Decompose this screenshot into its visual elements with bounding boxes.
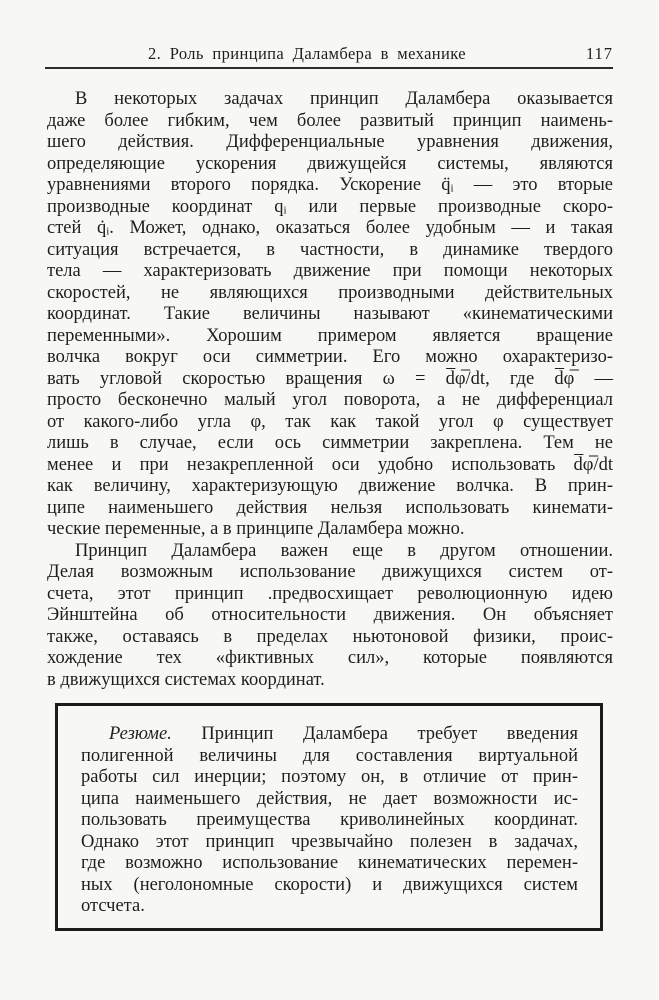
text-line: тела — характеризовать движение при помощи некоторых (47, 261, 613, 281)
text-line: полигенной величины для составления виртуальной (81, 745, 578, 766)
text-line: счета, этот принцип .предвосхищает революционную идею (47, 583, 613, 604)
text-line: ципа наименьшего действия, не дает возможности ис- (81, 788, 578, 809)
text-line: ческие переменные, а в принципе Даламбера можно. (47, 519, 465, 539)
text-line: уравнениями второго порядка. Ускорение q̈ᵢ — это вторые (47, 175, 613, 195)
chapter-title: 2. Роль принципа Даламбера в механике (148, 44, 466, 63)
text-line: работы сил инерции; поэтому он, в отличие от прин- (81, 767, 578, 787)
text-line: скоростей, не являющихся производными действительных (47, 282, 613, 303)
running-head (47, 44, 613, 64)
text-line: также, оставаясь в пределах ньютоновой физики, проис- (47, 626, 613, 647)
text-line: как величину, характеризующую движение волчка. В прин- (47, 476, 613, 496)
summary-label: Резюме. (109, 724, 172, 744)
text-line: менее и при незакрепленной оси удобно использовать d̅φ̅/dt (47, 454, 613, 475)
text-line: координат. Такие величины называют «кинематическими (47, 304, 613, 324)
text-line: просто бесконечно малый угол поворота, а не дифференциал (47, 390, 613, 410)
summary-lines (81, 746, 578, 918)
text-line: ных (неголономные скорости) и движущихся систем (81, 874, 578, 895)
text-line: В некоторых задачах принцип Даламбера оказывается (75, 89, 613, 109)
summary-first-line (81, 724, 578, 746)
header-rule (45, 67, 613, 69)
text-line: переменными». Хорошим примером является вращение (47, 325, 613, 346)
text-line: от какого-либо угла φ, так как такой угол φ существует (47, 411, 613, 432)
paragraph-2 (47, 541, 613, 692)
text-line: пользовать преимущества криволинейных координат. (81, 810, 578, 830)
page-number: 117 (585, 44, 613, 63)
body-text (47, 89, 613, 691)
text-line: в движущихся системах координат. (47, 669, 325, 690)
text-line: отсчета. (81, 896, 145, 916)
text-line: Эйнштейна об относительности движения. Он объясняет (47, 605, 613, 625)
text-line: стей q̇ᵢ. Может, однако, оказаться более удобным — и такая (47, 218, 613, 238)
text-line: где возможно использование кинематических перемен- (81, 853, 578, 873)
text-line: даже более гибким, чем более развитый принцип наимень- (47, 110, 613, 131)
text-line: производные координат qᵢ или первые производные скоро- (47, 196, 613, 217)
paragraph-1 (47, 89, 613, 541)
summary-box (55, 703, 603, 931)
text-line: хождение тех «фиктивных сил», которые появляются (47, 648, 613, 668)
summary-first-line-text: Принцип Даламбера требует введения (201, 724, 578, 744)
text-line: вать угловой скоростью вращения ω = d̅φ̅/dt, где d̅φ̅ — (47, 368, 613, 389)
text-line: лишь в случае, если ось симметрии закреплена. Тем не (47, 433, 613, 453)
text-line: Принцип Даламбера важен еще в другом отношении. (75, 540, 613, 561)
text-line: ситуация встречается, в частности, в динамике твердого (47, 239, 613, 260)
text-line: ципе наименьшего действия нельзя использовать кинемати- (47, 497, 613, 518)
text-line: Делая возможным использование движущихся систем от- (47, 562, 613, 582)
text-line: определяющие ускорения движущейся системы, являются (47, 153, 613, 174)
text-line: волчка вокруг оси симметрии. Его можно охарактеризо- (47, 347, 613, 367)
text-line: Однако этот принцип чрезвычайно полезен в задачах, (81, 831, 578, 852)
text-line: шего действия. Дифференциальные уравнения движения, (47, 132, 613, 152)
